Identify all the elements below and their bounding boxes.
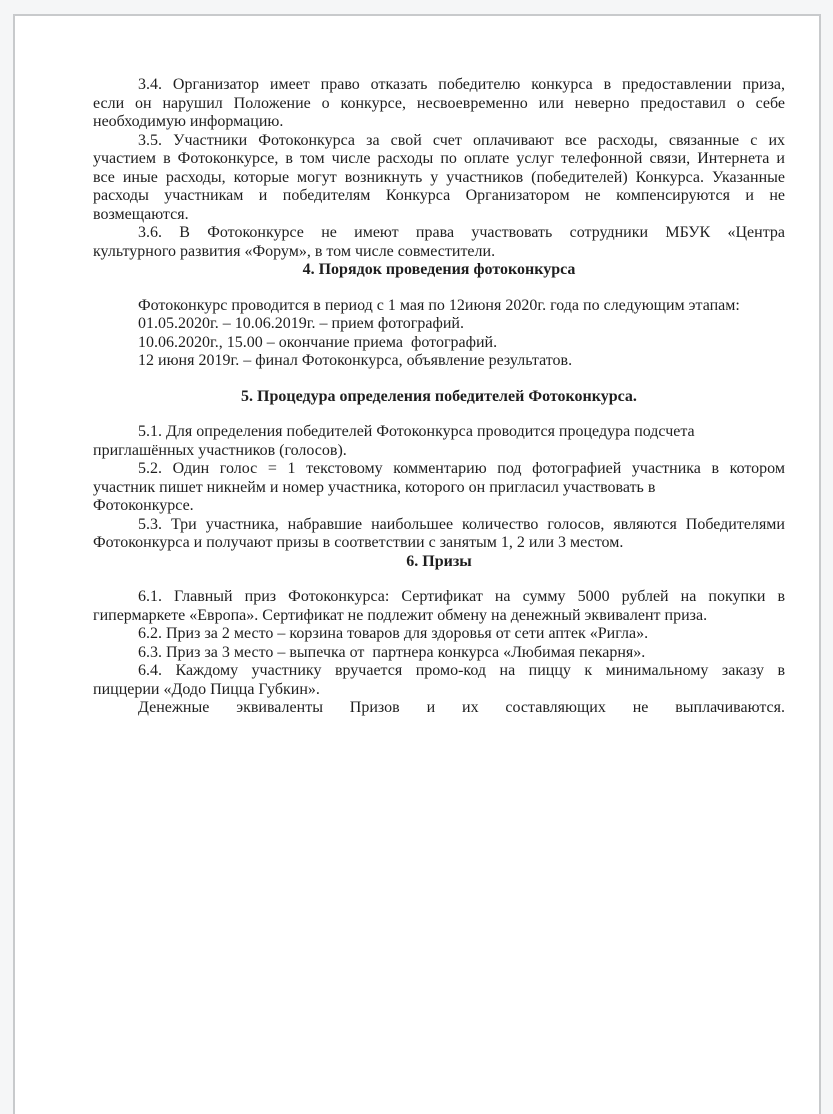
document-line: гипермаркете «Европа». Сертификат не подлежит обмену на денежный эквивалент приза. xyxy=(93,606,708,624)
paragraph xyxy=(93,460,785,516)
paragraph xyxy=(93,588,785,625)
document-page xyxy=(13,14,821,1114)
document-line: культурного развития «Форум», в том числе совместители. xyxy=(93,242,496,260)
paragraph xyxy=(93,297,785,371)
document-line: 01.05.2020г. – 10.06.2019г. – прием фотографий. xyxy=(138,315,464,332)
document-line: 12 июня 2019г. – финал Фотоконкурса, объявление результатов. xyxy=(138,352,573,369)
document-line: 3.5. Участники Фотоконкурса за свой счет оплачивают все расходы, связанные с их xyxy=(138,131,785,149)
document-line: 5.3. Три участника, набравшие наибольшее количество голосов, являются Победителями xyxy=(138,515,785,533)
document-line: возмещаются. xyxy=(93,205,189,223)
document-line: 5.1. Для определения победителей Фотоконкурса проводится процедура подсчета xyxy=(138,423,695,440)
document-line: необходимую информацию. xyxy=(93,113,284,130)
paragraph xyxy=(93,662,785,699)
document-line: участием в Фотоконкурсе, в том числе расходы по оплате услуг телефонной связи, Интернета и xyxy=(93,150,785,167)
document-line: приглашённых участников (голосов). xyxy=(93,441,347,459)
document-line: 10.06.2020г., 15.00 – окончание приема фотографий. xyxy=(138,333,498,351)
section-heading: 4. Порядок проведения фотоконкурса xyxy=(302,261,576,278)
document-line: 3.4. Организатор имеет право отказать победителю конкурса в предоставлении приза, xyxy=(138,76,785,93)
paragraph xyxy=(93,625,785,644)
vertical-gap xyxy=(93,406,785,423)
document-line: Фотоконкурс проводится в период с 1 мая по 12июня 2020г. года по следующим этапам: xyxy=(138,296,740,314)
paragraph xyxy=(93,516,785,553)
paragraph xyxy=(93,699,785,718)
document-line: 6.3. Приз за 3 место – выпечка от партнера конкурса «Любимая пекарня». xyxy=(138,643,646,661)
document-line: Денежные эквиваленты Призов и их составляющих не выплачиваются. xyxy=(138,699,785,716)
document-line: 5.2. Один голос = 1 текстовому комментарию под фотографией участника в котором xyxy=(138,460,785,477)
document-line: 6.1. Главный приз Фотоконкурса: Сертификат на сумму 5000 рублей на покупки в xyxy=(138,588,785,605)
document-line: участник пишет никнейм и номер участника, которого он пригласил участвовать в xyxy=(93,478,656,496)
vertical-gap xyxy=(93,280,785,297)
vertical-gap xyxy=(93,371,785,388)
document-line: 3.6. В Фотоконкурсе не имеют права участвовать сотрудники МБУК «Центра xyxy=(138,224,785,241)
paragraph xyxy=(93,423,785,460)
section-heading: 6. Призы xyxy=(406,552,472,570)
document-line: Фотоконкурсе. xyxy=(93,497,194,514)
document-line: все иные расходы, которые могут возникнуть у участников (победителей) Конкурса. Указанные xyxy=(93,168,785,186)
document-line: если он нарушил Положение о конкурсе, несвоевременно или неверно предоставил о себе xyxy=(93,94,785,112)
document-line: Фотоконкурса и получают призы в соответствии с занятым 1, 2 или 3 местом. xyxy=(93,534,624,551)
document-line: пиццерии «Додо Пицца Губкин». xyxy=(93,680,320,698)
vertical-gap xyxy=(93,571,785,588)
paragraph xyxy=(93,224,785,261)
paragraph xyxy=(93,644,785,663)
document-line: 6.4. Каждому участнику вручается промо-код на пиццу к минимальному заказу в xyxy=(138,662,785,679)
section-heading: 5. Процедура определения победителей Фотоконкурса. xyxy=(241,387,637,405)
paragraph xyxy=(93,76,785,132)
document-content xyxy=(15,16,819,718)
paragraph xyxy=(93,132,785,225)
document-line: 6.2. Приз за 2 место – корзина товаров для здоровья от сети аптек «Ригла». xyxy=(138,625,649,642)
document-line: расходы участникам и победителям Конкурса Организатором не компенсируются и не xyxy=(93,187,785,204)
